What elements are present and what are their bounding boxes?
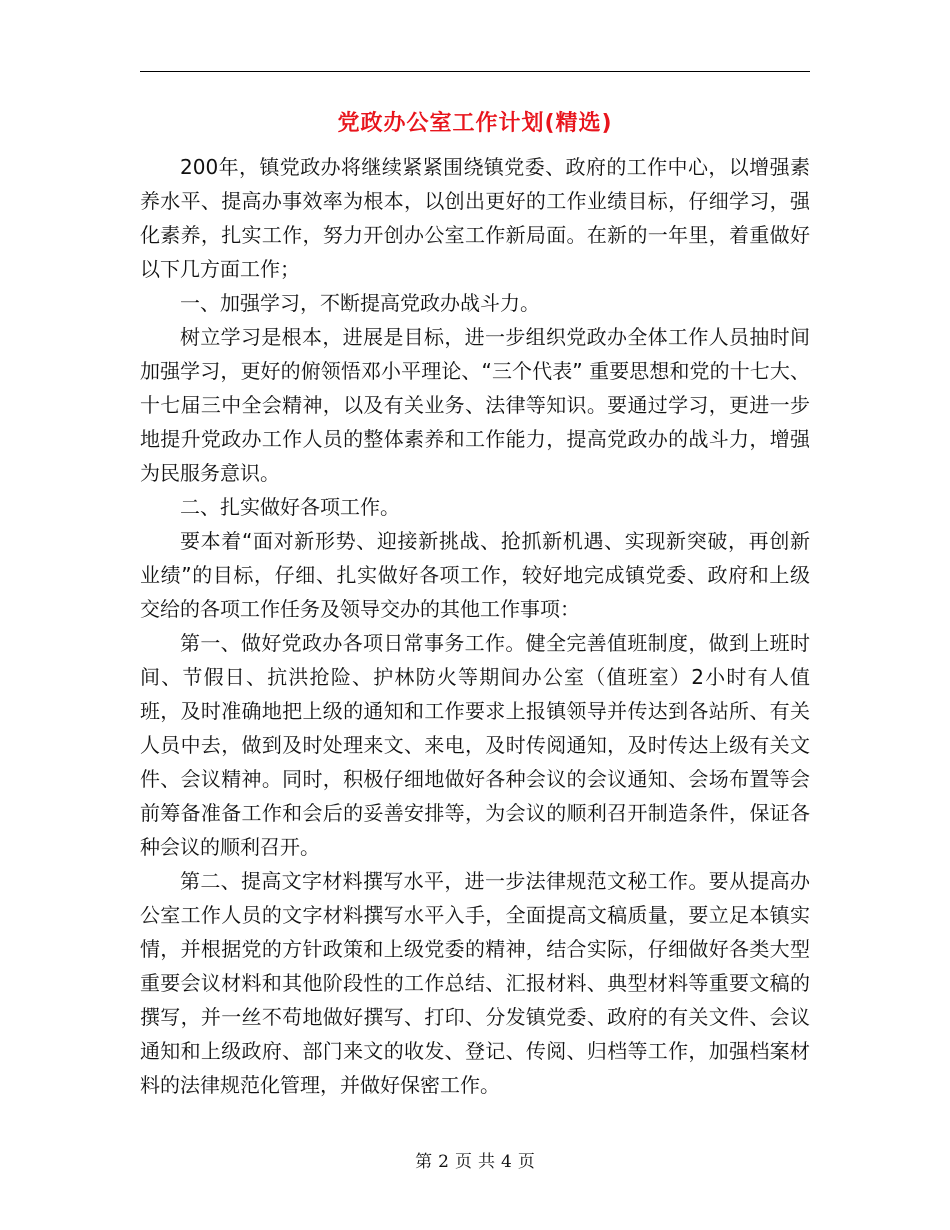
paragraph-second-item: 第二、提高文字材料撰写水平，进一步法律规范文秘工作。要从提高办公室工作人员的文字材料撰写水平入手，全面提高文稿质量，要立足本镇实情，并根据党的方针政策和上级党委的精神，结合实际，仔细做好各类大型重要会议材料和其他阶段性的工作总结、汇报材料、典型材料等重要文稿的撰写，并一丝不苟地做好撰写、打印、分发镇党委、政府的有关文件、会议通知和上级政府、部门来文的收发、登记、传阅、归档等工作，加强档案材料的法律规范化管理，并做好保密工作。 bbox=[140, 869, 810, 1097]
paragraph-intro: 200年，镇党政办将继续紧紧围绕镇党委、政府的工作中心，以增强素养水平、提高办事效率为根本，以创出更好的工作业绩目标，仔细学习，强化素养，扎实工作，努力开创办公室工作新局面。在新的一年里，着重做好以下几方面工作； bbox=[140, 155, 810, 281]
header-rule bbox=[140, 71, 810, 72]
paragraph-goals: 要本着“面对新形势、迎接新挑战、抢抓新机遇、实现新突破，再创新业绩”的目标，仔细、扎实做好各项工作，较好地完成镇党委、政府和上级交给的各项工作任务及领导交办的其他工作事项： bbox=[140, 529, 810, 621]
paragraph-first-item: 第一、做好党政办各项日常事务工作。健全完善值班制度，做到上班时间、节假日、抗洪抢险、护林防火等期间办公室（值班室）2小时有人值班，及时准确地把上级的通知和工作要求上报镇领导并传达到各站所、有关人员中去，做到及时处理来文、来电，及时传阅通知，及时传达上级有关文件、会议精神。同时，积极仔细地做好各种会议的会议通知、会场布置等会前筹备准备工作和会后的妥善安排等，为会议的顺利召开制造条件，保证各种会议的顺利召开。 bbox=[140, 631, 810, 859]
section-heading-1: 一、加强学习，不断提高党政办战斗力。 bbox=[180, 291, 540, 315]
document-body bbox=[140, 150, 810, 1102]
paragraph-study: 树立学习是根本，进展是目标，进一步组织党政办全体工作人员抽时间加强学习，更好的俯领悟邓小平理论、“三个代表” 重要思想和党的十七大、十七届三中全会精神，以及有关业务、法律等知识。要通过学习，更进一步地提升党政办工作人员的整体素养和工作能力，提高党政办的战斗力，增强为民服务意识。 bbox=[140, 325, 810, 485]
page-footer bbox=[0, 1150, 950, 1174]
section-heading-2: 二、扎实做好各项工作。 bbox=[180, 495, 400, 519]
footer-label-total: 共 bbox=[478, 1152, 495, 1172]
footer-label-ye-end: 页 bbox=[517, 1152, 535, 1172]
footer-current-page: 2 bbox=[438, 1152, 449, 1172]
footer-total-pages: 4 bbox=[501, 1152, 512, 1172]
footer-label-page: 第 bbox=[415, 1152, 433, 1172]
document-title: 党政办公室工作计划(精选) bbox=[337, 111, 613, 136]
footer-label-ye: 页 bbox=[455, 1152, 472, 1172]
